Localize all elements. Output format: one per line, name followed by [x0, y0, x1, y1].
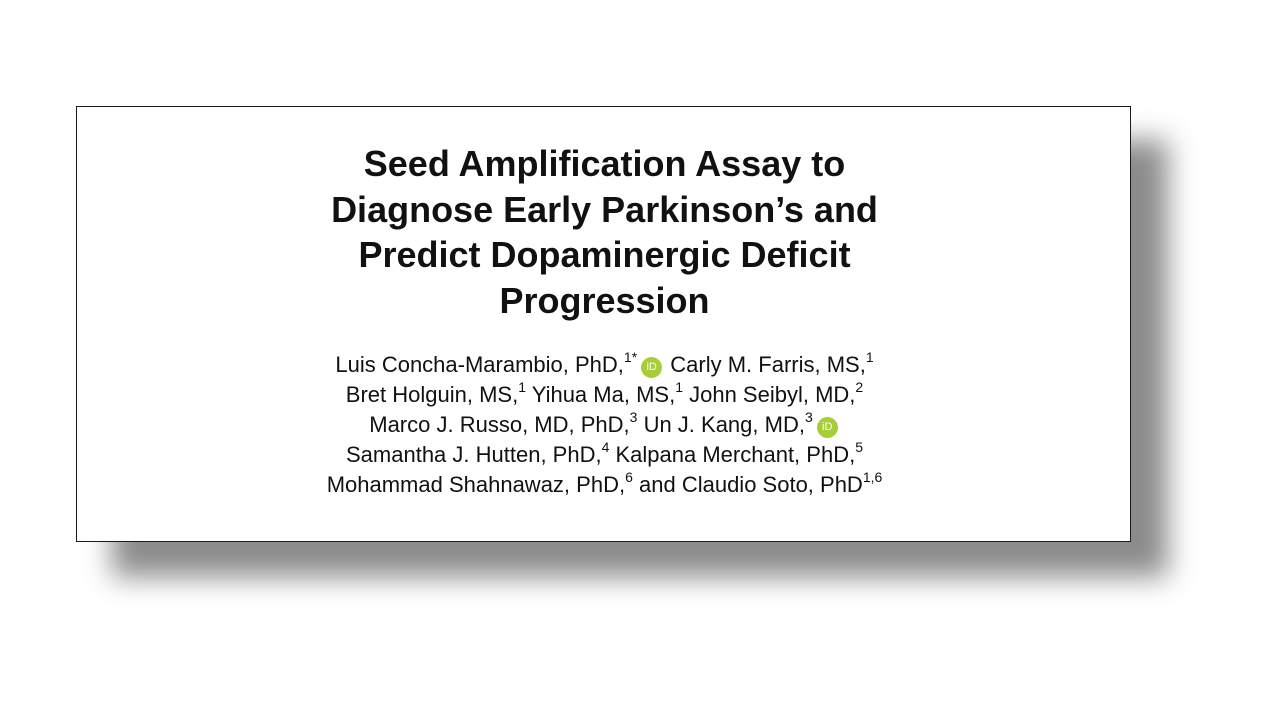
- author-line: [77, 440, 1132, 470]
- author-line: [77, 410, 1132, 440]
- title-line: Seed Amplification Assay to: [363, 143, 846, 184]
- paper-title: [77, 141, 1132, 323]
- author-name: Bret Holguin, MS,: [345, 382, 519, 407]
- author-line: [77, 350, 1132, 380]
- affiliation-marker: 1: [675, 378, 683, 395]
- author-name: Yihua Ma, MS,: [531, 382, 676, 407]
- orcid-icon[interactable]: iD: [817, 417, 838, 438]
- affiliation-marker: 3: [804, 408, 813, 425]
- author-name: Luis Concha-Marambio, PhD,: [335, 352, 624, 377]
- orcid-icon[interactable]: iD: [641, 357, 662, 378]
- title-line: Predict Dopaminergic Deficit: [358, 234, 851, 275]
- author-name: Mohammad Shahnawaz, PhD,: [326, 472, 626, 497]
- paper-header-card: [76, 106, 1131, 542]
- author-name: Samantha J. Hutten, PhD,: [346, 442, 602, 467]
- author-line: [77, 380, 1132, 410]
- author-name: Un J. Kang, MD,: [643, 412, 805, 437]
- title-line: Progression: [499, 279, 710, 321]
- affiliation-marker: 5: [855, 438, 863, 455]
- affiliation-marker: 6: [625, 468, 633, 485]
- affiliation-marker: 1*: [623, 348, 638, 365]
- affiliation-marker: 3: [629, 408, 638, 425]
- affiliation-marker: 2: [855, 378, 864, 395]
- title-line: Diagnose Early Parkinson’s and: [331, 188, 878, 230]
- author-line: [77, 470, 1132, 500]
- affiliation-marker: 1: [518, 378, 526, 395]
- author-name: Claudio Soto, PhD: [681, 472, 863, 497]
- author-name: John Seibyl, MD,: [689, 382, 856, 407]
- and-text: and: [638, 472, 676, 497]
- affiliation-marker: 1,6: [862, 468, 883, 485]
- affiliation-marker: 4: [601, 438, 610, 455]
- affiliation-marker: 1: [865, 348, 874, 365]
- author-list: [77, 350, 1132, 500]
- author-name: Kalpana Merchant, PhD,: [615, 442, 856, 467]
- author-name: Marco J. Russo, MD, PhD,: [369, 412, 630, 437]
- author-name: Carly M. Farris, MS,: [670, 352, 866, 377]
